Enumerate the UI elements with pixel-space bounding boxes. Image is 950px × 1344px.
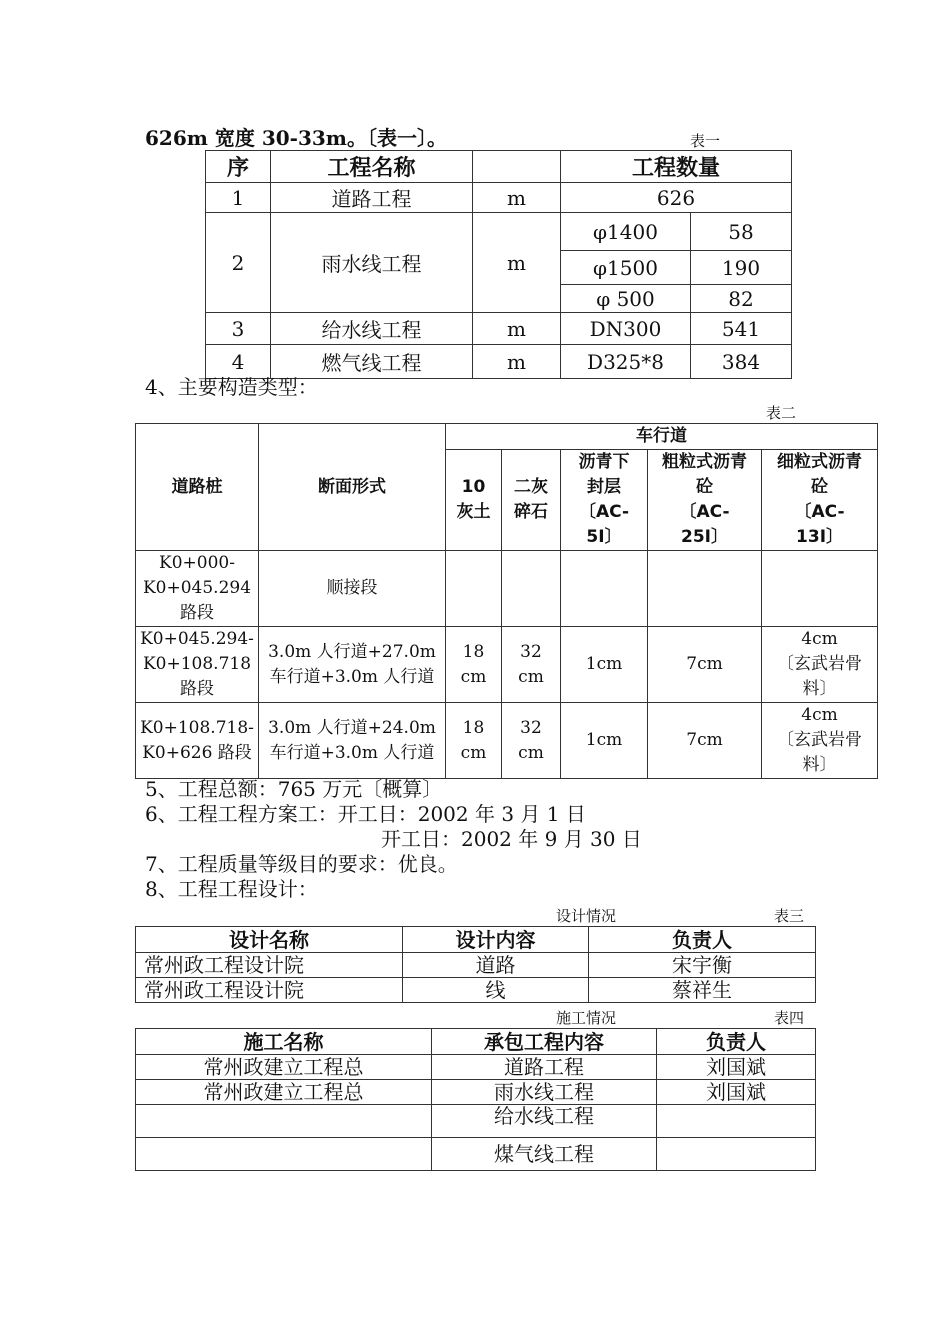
t3-r1-person: 宋宇衡 — [589, 953, 816, 978]
t2-r1-station: K0+000- K0+045.294 路段 — [136, 551, 259, 627]
t1-r1-name: 道路工程 — [271, 183, 473, 213]
t2-r2-c5: 4cm 〔玄武岩骨 料〕 — [762, 627, 878, 703]
t2-r3-c2: 32 cm — [502, 703, 561, 779]
t2-r2-section: 3.0m 人行道+27.0m 车行道+3.0m 人行道 — [259, 627, 446, 703]
t2-header-station: 道路桩 — [136, 424, 259, 551]
t4-r1-name: 常州政建立工程总 — [136, 1055, 432, 1080]
t2-r1-c4 — [648, 551, 762, 627]
t4-r3-person — [657, 1105, 816, 1138]
t1-r3-no: 3 — [206, 313, 271, 345]
t2-r3-station: K0+108.718- K0+626 路段 — [136, 703, 259, 779]
t3-header-name: 设计名称 — [136, 927, 403, 953]
t4-r3-content: 给水线工程 — [432, 1105, 657, 1138]
t1-header-unit — [473, 151, 561, 183]
table3-tag: 表三 — [774, 907, 805, 925]
section-7-text: 7、工程质量等级目的要求：优良。 — [145, 852, 458, 876]
t1-r3-unit: m — [473, 313, 561, 345]
t1-header-no: 序 — [206, 151, 271, 183]
design-table — [135, 926, 816, 1003]
t4-r2-name: 常州政建立工程总 — [136, 1080, 432, 1105]
t1-r1-qty: 626 — [561, 183, 792, 213]
t1-r2-val-2: 190 — [691, 251, 792, 285]
table1-tag: 表一 — [690, 132, 721, 150]
t2-header-col-5: 细粒式沥青 砼 〔AC- 13I〕 — [762, 450, 878, 551]
t1-r3-name: 给水线工程 — [271, 313, 473, 345]
t2-r1-section: 顺接段 — [259, 551, 446, 627]
t2-r1-c5 — [762, 551, 878, 627]
t4-header-content: 承包工程内容 — [432, 1029, 657, 1055]
t4-r4-person — [657, 1138, 816, 1171]
t2-r2-c1: 18 cm — [446, 627, 502, 703]
t4-r2-content: 雨水线工程 — [432, 1080, 657, 1105]
t3-r2-person: 蔡祥生 — [589, 978, 816, 1003]
t2-r1-c3 — [561, 551, 648, 627]
t1-r2-val-1: 58 — [691, 213, 792, 251]
t2-r1-c1 — [446, 551, 502, 627]
t1-r2-name: 雨水线工程 — [271, 213, 473, 313]
t2-r2-station: K0+045.294- K0+108.718 路段 — [136, 627, 259, 703]
t1-r1-unit: m — [473, 183, 561, 213]
t4-r2-person: 刘国斌 — [657, 1080, 816, 1105]
section-8-text: 8、工程工程设计： — [145, 877, 318, 901]
section-6-text: 6、工程工程方案工：开工日：2002 年 3 月 1 日 — [145, 802, 586, 826]
t4-r4-content: 煤气线工程 — [432, 1138, 657, 1171]
t3-r2-content: 线 — [403, 978, 589, 1003]
t2-r2-c3: 1cm — [561, 627, 648, 703]
t2-r1-c2 — [502, 551, 561, 627]
t4-header-name: 施工名称 — [136, 1029, 432, 1055]
t2-header-col-1: 10 灰土 — [446, 450, 502, 551]
table2-tag: 表二 — [766, 404, 797, 422]
t4-header-person: 负责人 — [657, 1029, 816, 1055]
t2-r3-section: 3.0m 人行道+24.0m 车行道+3.0m 人行道 — [259, 703, 446, 779]
t1-r2-unit: m — [473, 213, 561, 313]
t3-header-content: 设计内容 — [403, 927, 589, 953]
table4-tag: 表四 — [774, 1009, 805, 1027]
t2-header-carriageway: 车行道 — [446, 424, 878, 450]
t1-r2-spec-1: φ1400 — [561, 213, 691, 251]
t1-header-name: 工程名称 — [271, 151, 473, 183]
t3-header-person: 负责人 — [589, 927, 816, 953]
t2-r3-c1: 18 cm — [446, 703, 502, 779]
t1-r2-spec-2: φ1500 — [561, 251, 691, 285]
t2-r3-c5: 4cm 〔玄武岩骨 料〕 — [762, 703, 878, 779]
t4-r3-name — [136, 1105, 432, 1138]
t3-r1-name: 常州政工程设计院 — [136, 953, 403, 978]
t1-r3-spec: DN300 — [561, 313, 691, 345]
table4-caption: 施工情况 — [556, 1009, 617, 1027]
project-quantity-table — [205, 150, 792, 379]
t2-header-col-2: 二灰 碎石 — [502, 450, 561, 551]
t1-header-qty: 工程数量 — [561, 151, 792, 183]
t2-header-col-3: 沥青下 封层 〔AC- 5I〕 — [561, 450, 648, 551]
section-6b-text: 开工日：2002 年 9 月 30 日 — [381, 827, 642, 851]
t1-r1-no: 1 — [206, 183, 271, 213]
construction-table — [135, 1028, 816, 1171]
structure-type-table — [135, 423, 878, 779]
t1-r4-unit: m — [473, 345, 561, 379]
intro-text: 626m 宽度 30-33m。〔表一〕。 — [145, 126, 447, 150]
t2-header-section: 断面形式 — [259, 424, 446, 551]
t1-r2-spec-3: φ 500 — [561, 285, 691, 313]
t4-r1-content: 道路工程 — [432, 1055, 657, 1080]
table3-caption: 设计情况 — [556, 907, 617, 925]
t1-r4-no: 4 — [206, 345, 271, 379]
t3-r2-name: 常州政工程设计院 — [136, 978, 403, 1003]
section-5-text: 5、工程总额：765 万元〔概算〕 — [145, 777, 443, 801]
t1-r4-name: 燃气线工程 — [271, 345, 473, 379]
t4-r1-person: 刘国斌 — [657, 1055, 816, 1080]
t2-r3-c3: 1cm — [561, 703, 648, 779]
t1-r3-val: 541 — [691, 313, 792, 345]
t2-r2-c4: 7cm — [648, 627, 762, 703]
t3-r1-content: 道路 — [403, 953, 589, 978]
t1-r4-spec: D325*8 — [561, 345, 691, 379]
t1-r2-val-3: 82 — [691, 285, 792, 313]
t2-r2-c2: 32 cm — [502, 627, 561, 703]
section-4-heading: 4、主要构造类型： — [145, 375, 318, 399]
t2-header-col-4: 粗粒式沥青 砼 〔AC- 25I〕 — [648, 450, 762, 551]
t4-r4-name — [136, 1138, 432, 1171]
t2-r3-c4: 7cm — [648, 703, 762, 779]
t1-r2-no: 2 — [206, 213, 271, 313]
t1-r4-val: 384 — [691, 345, 792, 379]
